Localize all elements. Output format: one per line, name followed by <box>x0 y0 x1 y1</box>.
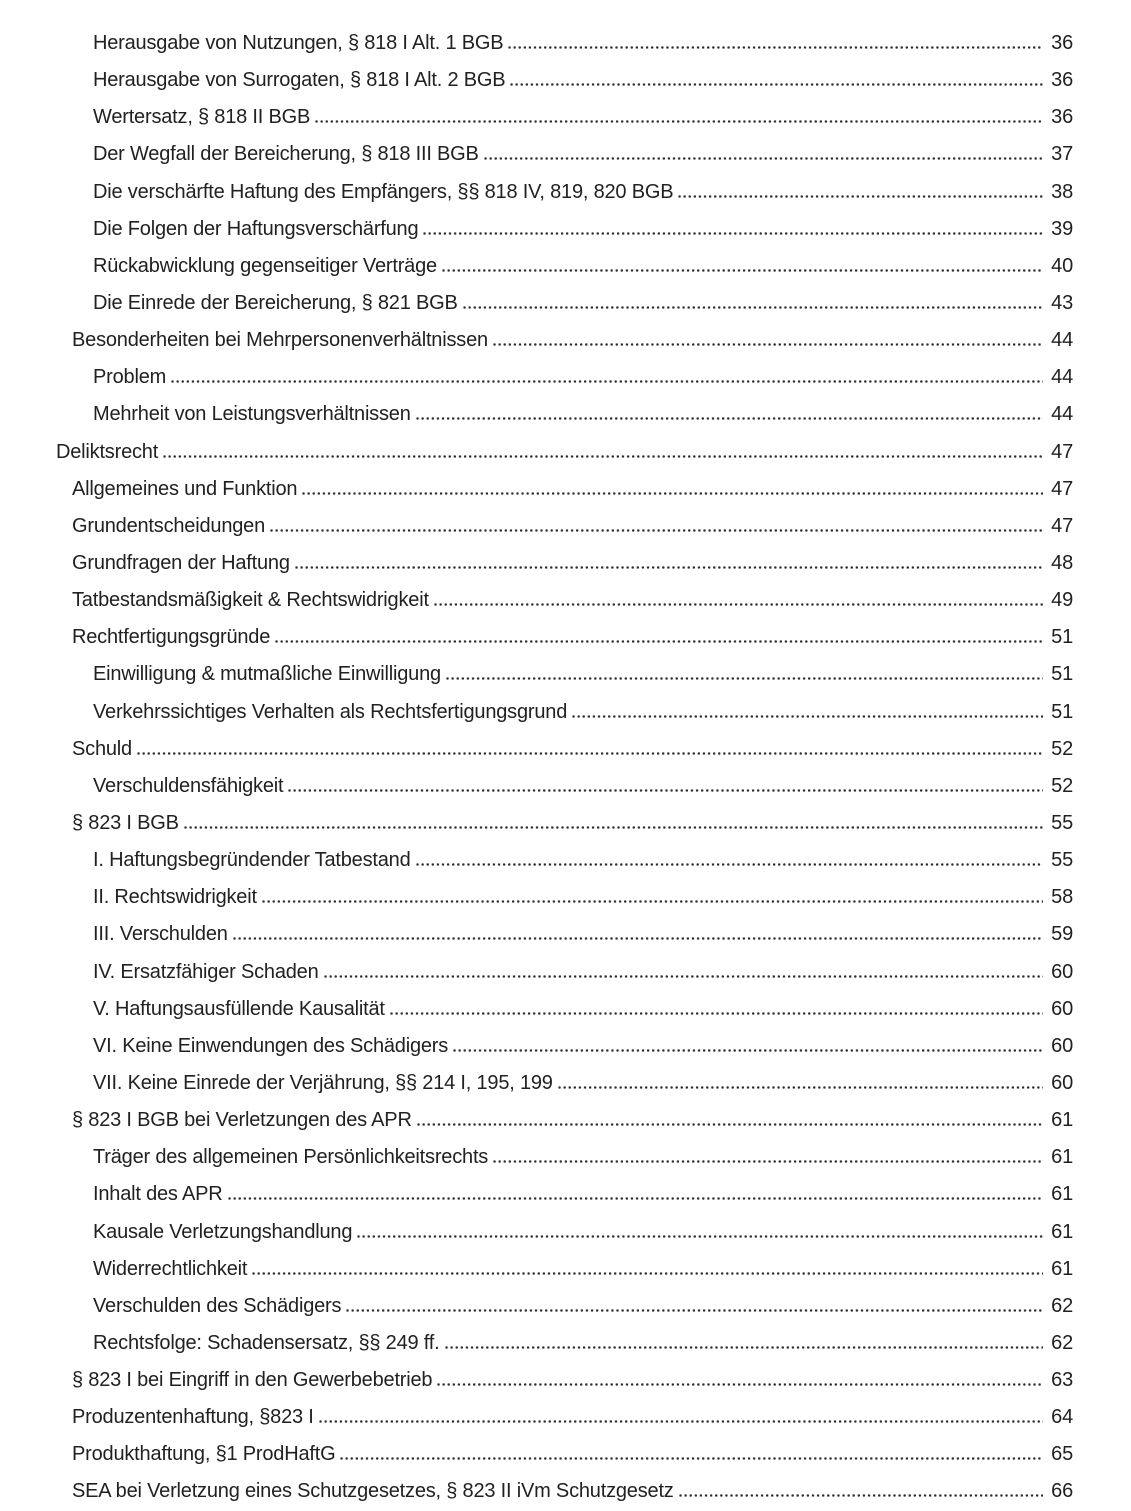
toc-entry-page-number: 60 <box>1051 997 1073 1020</box>
dotted-leader <box>356 1235 1043 1238</box>
dotted-leader <box>261 900 1043 903</box>
toc-entry[interactable] <box>0 1102 1073 1139</box>
toc-entry-title: Allgemeines und Funktion <box>72 477 298 500</box>
toc-entry-title: Grundfragen der Haftung <box>72 551 290 574</box>
toc-entry-page-number: 59 <box>1051 923 1073 946</box>
toc-entry[interactable] <box>0 1436 1073 1473</box>
dotted-leader <box>318 1420 1043 1423</box>
toc-entry[interactable] <box>0 954 1073 991</box>
toc-entry-title: Der Wegfall der Bereicherung, § 818 III BGB <box>93 143 479 166</box>
toc-entry-page-number: 62 <box>1051 1294 1073 1317</box>
toc-entry[interactable] <box>0 211 1073 248</box>
toc-entry-page-number: 60 <box>1051 1071 1073 1094</box>
toc-entry-title: Problem <box>93 366 167 389</box>
toc-entry-title: Die verschärfte Haftung des Empfängers, §§ 818 IV, 819, 820 BGB <box>93 180 674 203</box>
toc-entry-title: Schuld <box>72 737 132 760</box>
toc-entry-title: Tatbestandsmäßigkeit & Rechtswidrigkeit <box>72 589 429 612</box>
toc-entry[interactable] <box>0 285 1073 322</box>
toc-entry[interactable] <box>0 842 1073 879</box>
toc-entry-title: Grundentscheidungen <box>72 514 266 537</box>
toc-entry-page-number: 61 <box>1051 1146 1073 1169</box>
toc-entry-title: III. Verschulden <box>93 923 228 946</box>
toc-entry-title: Rechtfertigungsgründe <box>72 626 271 649</box>
toc-entry-title: Rückabwicklung gegenseitiger Verträge <box>93 254 437 277</box>
dotted-leader <box>433 603 1043 606</box>
toc-entry-title: Produzentenhaftung, §823 I <box>72 1406 314 1429</box>
toc-entry[interactable] <box>0 656 1073 693</box>
toc-entry[interactable] <box>0 731 1073 768</box>
toc-entry-page-number: 60 <box>1051 1034 1073 1057</box>
toc-entry-page-number: 51 <box>1051 700 1073 723</box>
toc-entry[interactable] <box>0 434 1073 471</box>
dotted-leader <box>441 269 1043 272</box>
toc-entry[interactable] <box>0 1325 1073 1362</box>
toc-entry-page-number: 58 <box>1051 886 1073 909</box>
toc-entry-title: Die Folgen der Haftungsverschärfung <box>93 217 419 240</box>
toc-entry-title: Einwilligung & mutmaßliche Einwilligung <box>93 663 441 686</box>
toc-entry-page-number: 55 <box>1051 849 1073 872</box>
dotted-leader <box>492 343 1043 346</box>
toc-entry[interactable] <box>0 396 1073 433</box>
toc-entry[interactable] <box>0 694 1073 731</box>
toc-entry-page-number: 52 <box>1051 737 1073 760</box>
toc-entry[interactable] <box>0 619 1073 656</box>
toc-entry-page-number: 65 <box>1051 1443 1073 1466</box>
toc-entry-title: § 823 I BGB bei Verletzungen des APR <box>72 1109 412 1132</box>
toc-entry[interactable] <box>0 174 1073 211</box>
toc-entry-title: VII. Keine Einrede der Verjährung, §§ 214 I, 195, 199 <box>93 1071 553 1094</box>
dotted-leader <box>389 1012 1043 1015</box>
toc-entry[interactable] <box>0 1251 1073 1288</box>
dotted-leader <box>509 83 1043 86</box>
dotted-leader <box>571 715 1043 718</box>
dotted-leader <box>415 863 1044 866</box>
toc-entry[interactable] <box>0 768 1073 805</box>
toc-entry-title: Rechtsfolge: Schadensersatz, §§ 249 ff. <box>93 1331 440 1354</box>
dotted-leader <box>287 789 1043 792</box>
dotted-leader <box>162 455 1043 458</box>
toc-entry-page-number: 64 <box>1051 1406 1073 1429</box>
dotted-leader <box>294 566 1043 569</box>
dotted-leader <box>274 640 1043 643</box>
dotted-leader <box>232 937 1043 940</box>
toc-entry[interactable] <box>0 991 1073 1028</box>
toc-entry-page-number: 36 <box>1051 32 1073 54</box>
toc-entry[interactable] <box>0 1139 1073 1176</box>
toc-entry-page-number: 38 <box>1051 180 1073 203</box>
toc-entry-page-number: 48 <box>1051 551 1073 574</box>
toc-entry-title: I. Haftungsbegründender Tatbestand <box>93 849 411 872</box>
toc-entry-title: Herausgabe von Surrogaten, § 818 I Alt. 2 BGB <box>93 69 506 92</box>
toc-entry-title: Inhalt des APR <box>93 1183 223 1206</box>
toc-entry-title: Wertersatz, § 818 II BGB <box>93 106 311 129</box>
dotted-leader <box>452 1049 1043 1052</box>
dotted-leader <box>251 1272 1043 1275</box>
dotted-leader <box>492 1160 1043 1163</box>
toc-entry[interactable] <box>0 1028 1073 1065</box>
toc-entry[interactable] <box>0 1176 1073 1213</box>
toc-entry[interactable] <box>0 1065 1073 1102</box>
toc-entry-page-number: 55 <box>1051 811 1073 834</box>
toc-entry[interactable] <box>0 545 1073 582</box>
toc-entry-title: VI. Keine Einwendungen des Schädigers <box>93 1034 449 1057</box>
dotted-leader <box>483 157 1043 160</box>
toc-entry[interactable] <box>0 508 1073 545</box>
toc-entry-title: Verkehrssichtiges Verhalten als Rechtsfertigungsgrund <box>93 700 568 723</box>
toc-entry-title: Widerrechtlichkeit <box>93 1257 248 1280</box>
toc-entry[interactable] <box>0 248 1073 285</box>
toc-entry-title: Produkthaftung, §1 ProdHaftG <box>72 1443 336 1466</box>
dotted-leader <box>301 492 1043 495</box>
dotted-leader <box>462 306 1043 309</box>
toc-entry[interactable] <box>0 136 1073 173</box>
toc-entry[interactable] <box>0 1214 1073 1251</box>
toc-entry[interactable] <box>0 805 1073 842</box>
dotted-leader <box>557 1086 1043 1089</box>
toc-entry-page-number: 44 <box>1051 329 1073 352</box>
toc-entry-page-number: 61 <box>1051 1220 1073 1243</box>
toc-entry[interactable] <box>0 1288 1073 1325</box>
dotted-leader <box>422 232 1043 235</box>
toc-entry-title: Die Einrede der Bereicherung, § 821 BGB <box>93 291 458 314</box>
toc-entry-page-number: 61 <box>1051 1257 1073 1280</box>
toc-entry-page-number: 49 <box>1051 589 1073 612</box>
toc-entry-page-number: 39 <box>1051 217 1073 240</box>
toc-entry-title: § 823 I BGB <box>72 811 179 834</box>
toc-entry-page-number: 44 <box>1051 366 1073 389</box>
dotted-leader <box>183 826 1043 829</box>
dotted-leader <box>436 1383 1043 1386</box>
toc-entry-page-number: 51 <box>1051 626 1073 649</box>
dotted-leader <box>339 1457 1043 1460</box>
dotted-leader <box>678 1494 1044 1497</box>
toc-entry-page-number: 51 <box>1051 663 1073 686</box>
toc-entry-page-number: 47 <box>1051 514 1073 537</box>
toc-entry-page-number: 40 <box>1051 254 1073 277</box>
dotted-leader <box>507 46 1043 49</box>
dotted-leader <box>269 529 1043 532</box>
toc-entry-title: Kausale Verletzungshandlung <box>93 1220 353 1243</box>
dotted-leader <box>136 752 1043 755</box>
toc-entry-page-number: 36 <box>1051 69 1073 92</box>
toc-entry-title: IV. Ersatzfähiger Schaden <box>93 960 319 983</box>
toc-entry[interactable] <box>0 1473 1073 1510</box>
dotted-leader <box>170 380 1043 383</box>
dotted-leader <box>444 1346 1044 1349</box>
toc-entry[interactable] <box>0 99 1073 136</box>
dotted-leader <box>415 417 1044 420</box>
dotted-leader <box>314 120 1043 123</box>
toc-entry[interactable] <box>0 322 1073 359</box>
toc-entry-title: Herausgabe von Nutzungen, § 818 I Alt. 1 BGB <box>93 32 504 54</box>
toc-entry[interactable] <box>0 359 1073 396</box>
dotted-leader <box>345 1309 1043 1312</box>
toc-entry[interactable] <box>0 1399 1073 1436</box>
toc-entry-page-number: 63 <box>1051 1369 1073 1392</box>
toc-entry-title: Verschulden des Schädigers <box>93 1294 342 1317</box>
dotted-leader <box>677 195 1043 198</box>
toc-entry-title: SEA bei Verletzung eines Schutzgesetzes, § 823 II iVm Schutzgesetz <box>72 1480 674 1503</box>
toc-entry-page-number: 47 <box>1051 440 1073 463</box>
toc-entry-page-number: 60 <box>1051 960 1073 983</box>
dotted-leader <box>445 677 1043 680</box>
toc-entry-page-number: 61 <box>1051 1183 1073 1206</box>
toc-entry-title: V. Haftungsausfüllende Kausalität <box>93 997 385 1020</box>
toc-entry-title: Träger des allgemeinen Persönlichkeitsrechts <box>93 1146 489 1169</box>
toc-entry[interactable] <box>0 916 1073 953</box>
toc-entry[interactable] <box>0 25 1073 62</box>
toc-entry-page-number: 44 <box>1051 403 1073 426</box>
toc-entry-title: Verschuldensfähigkeit <box>93 774 284 797</box>
toc-entry-page-number: 52 <box>1051 774 1073 797</box>
dotted-leader <box>227 1197 1044 1200</box>
toc-entry[interactable] <box>0 471 1073 508</box>
toc-entry-page-number: 43 <box>1051 291 1073 314</box>
dotted-leader <box>323 975 1044 978</box>
toc-entry-page-number: 61 <box>1051 1109 1073 1132</box>
toc-entry-title: Mehrheit von Leistungsverhältnissen <box>93 403 411 426</box>
toc-entry-title: II. Rechtswidrigkeit <box>93 886 257 909</box>
toc-entry-title: § 823 I bei Eingriff in den Gewerbebetrieb <box>72 1369 433 1392</box>
toc-entry-title: Deliktsrecht <box>56 440 159 463</box>
toc-entry-page-number: 62 <box>1051 1331 1073 1354</box>
toc-entry[interactable] <box>0 62 1073 99</box>
toc-entry[interactable] <box>0 582 1073 619</box>
toc-entry-page-number: 66 <box>1051 1480 1073 1503</box>
dotted-leader <box>416 1123 1043 1126</box>
toc-entry-page-number: 37 <box>1051 143 1073 166</box>
toc-entry[interactable] <box>0 879 1073 916</box>
toc-entry-title: Besonderheiten bei Mehrpersonenverhältnissen <box>72 329 488 352</box>
toc-entry-page-number: 36 <box>1051 106 1073 129</box>
toc-entry-page-number: 47 <box>1051 477 1073 500</box>
toc-entry[interactable] <box>0 1362 1073 1399</box>
